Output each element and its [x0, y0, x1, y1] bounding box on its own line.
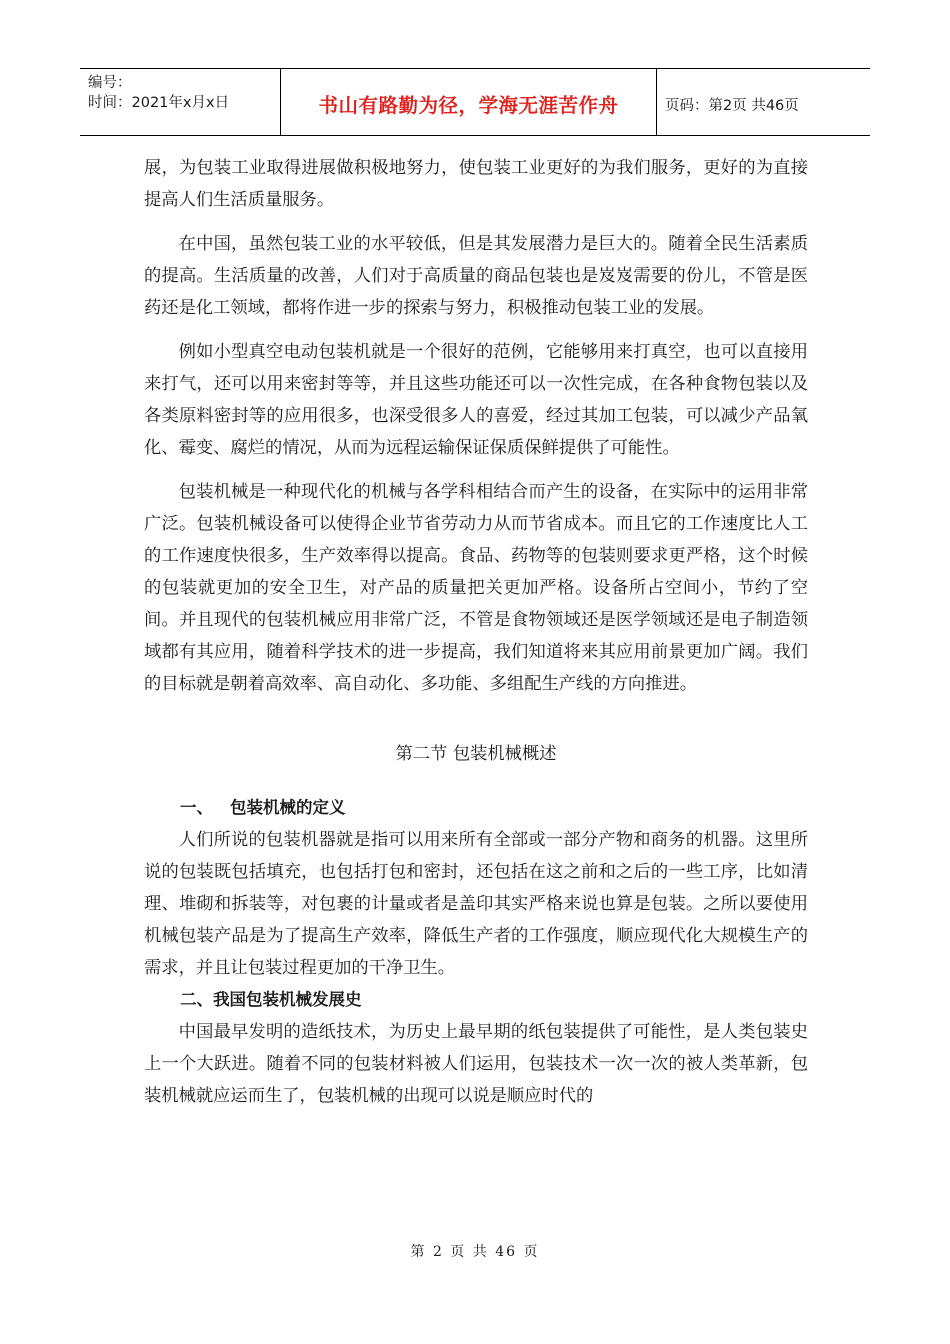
time-label: 时间：2021年x月x日 [88, 95, 230, 111]
paragraph-continued: 展，为包装工业取得进展做积极地努力，使包装工业更好的为我们服务，更好的为直接提高人们生活质量服务。 [144, 158, 808, 210]
section-title: 第二节 包装机械概述 [395, 744, 557, 764]
subheading-history: 二、我国包装机械发展史 [180, 990, 362, 1009]
subheading-definition [144, 792, 808, 824]
header-meta [80, 69, 281, 135]
paragraph: 例如小型真空电动包装机就是一个很好的范例，它能够用来打真空，也可以直接用来打气，还可以用来密封等等，并且这些功能还可以一次性完成，在各种食物包装以及各类原料密封等的应用很多，也深受很多人的喜爱，经过其加工包装，可以减少产品氧化、霉变、腐烂的情况，从而为远程运输保证保质保鲜提供了可能性。 [144, 342, 808, 458]
subheading-text: 包装机械的定义 [230, 798, 346, 817]
paragraph: 中国最早发明的造纸技术，为历史上最早期的纸包装提供了可能性，是人类包装史上一个大跃进。随着不同的包装材料被人们运用，包装技术一次一次的被人类革新，包装机械就应运而生了，包装机械的出现可以说是顺应时代的 [144, 1022, 808, 1106]
header-page-label: 页码：第2页 共46页 [665, 97, 799, 114]
motto-text: 书山有路勤为径，学海无涯苦作舟 [318, 94, 619, 117]
paragraph: 在中国，虽然包装工业的水平较低，但是其发展潜力是巨大的。随着全民生活素质的提高。生活质量的改善，人们对于高质量的商品包装也是岌岌需要的份儿，不管是医药还是化工领域，都将作进一步的探索与努力，积极推动包装工业的发展。 [144, 234, 808, 318]
header-page-cell [657, 69, 870, 135]
paragraph: 包装机械是一种现代化的机械与各学科相结合而产生的设备，在实际中的运用非常广泛。包装机械设备可以使得企业节省劳动力从而节省成本。而且它的工作速度比人工的工作速度快很多，生产效率得以提高。食品、药物等的包装则要求更严格，这个时候的包装就更加的安全卫生，对产品的质量把关更加严格。设备所占空间小，节约了空间。并且现代的包装机械应用非常广泛，不管是食物领域还是医学领域还是电子制造领域都有其应用，随着科学技术的进一步提高，我们知道将来其应用前景更加广阔。我们的目标就是朝着高效率、高自动化、多功能、多组配生产线的方向推进。 [144, 482, 808, 694]
document-body [144, 152, 808, 1112]
page-header [80, 68, 870, 136]
paragraph: 人们所说的包装机器就是指可以用来所有全部或一部分产物和商务的机器。这里所说的包装既包括填充，也包括打包和密封，还包括在这之前和之后的一些工序，比如清理、堆砌和拆装等，对包裹的计量或者是盖印其实严格来说也算是包装。之所以要使用机械包装产品是为了提高生产效率，降低生产者的工作强度，顺应现代化大规模生产的需求，并且让包装过程更加的干净卫生。 [144, 830, 808, 978]
number-label: 编号： [88, 75, 132, 91]
header-motto-cell [281, 69, 657, 135]
subheading-number: 一、 [180, 798, 213, 817]
page-footer: 第 2 页 共 46 页 [410, 1244, 540, 1260]
